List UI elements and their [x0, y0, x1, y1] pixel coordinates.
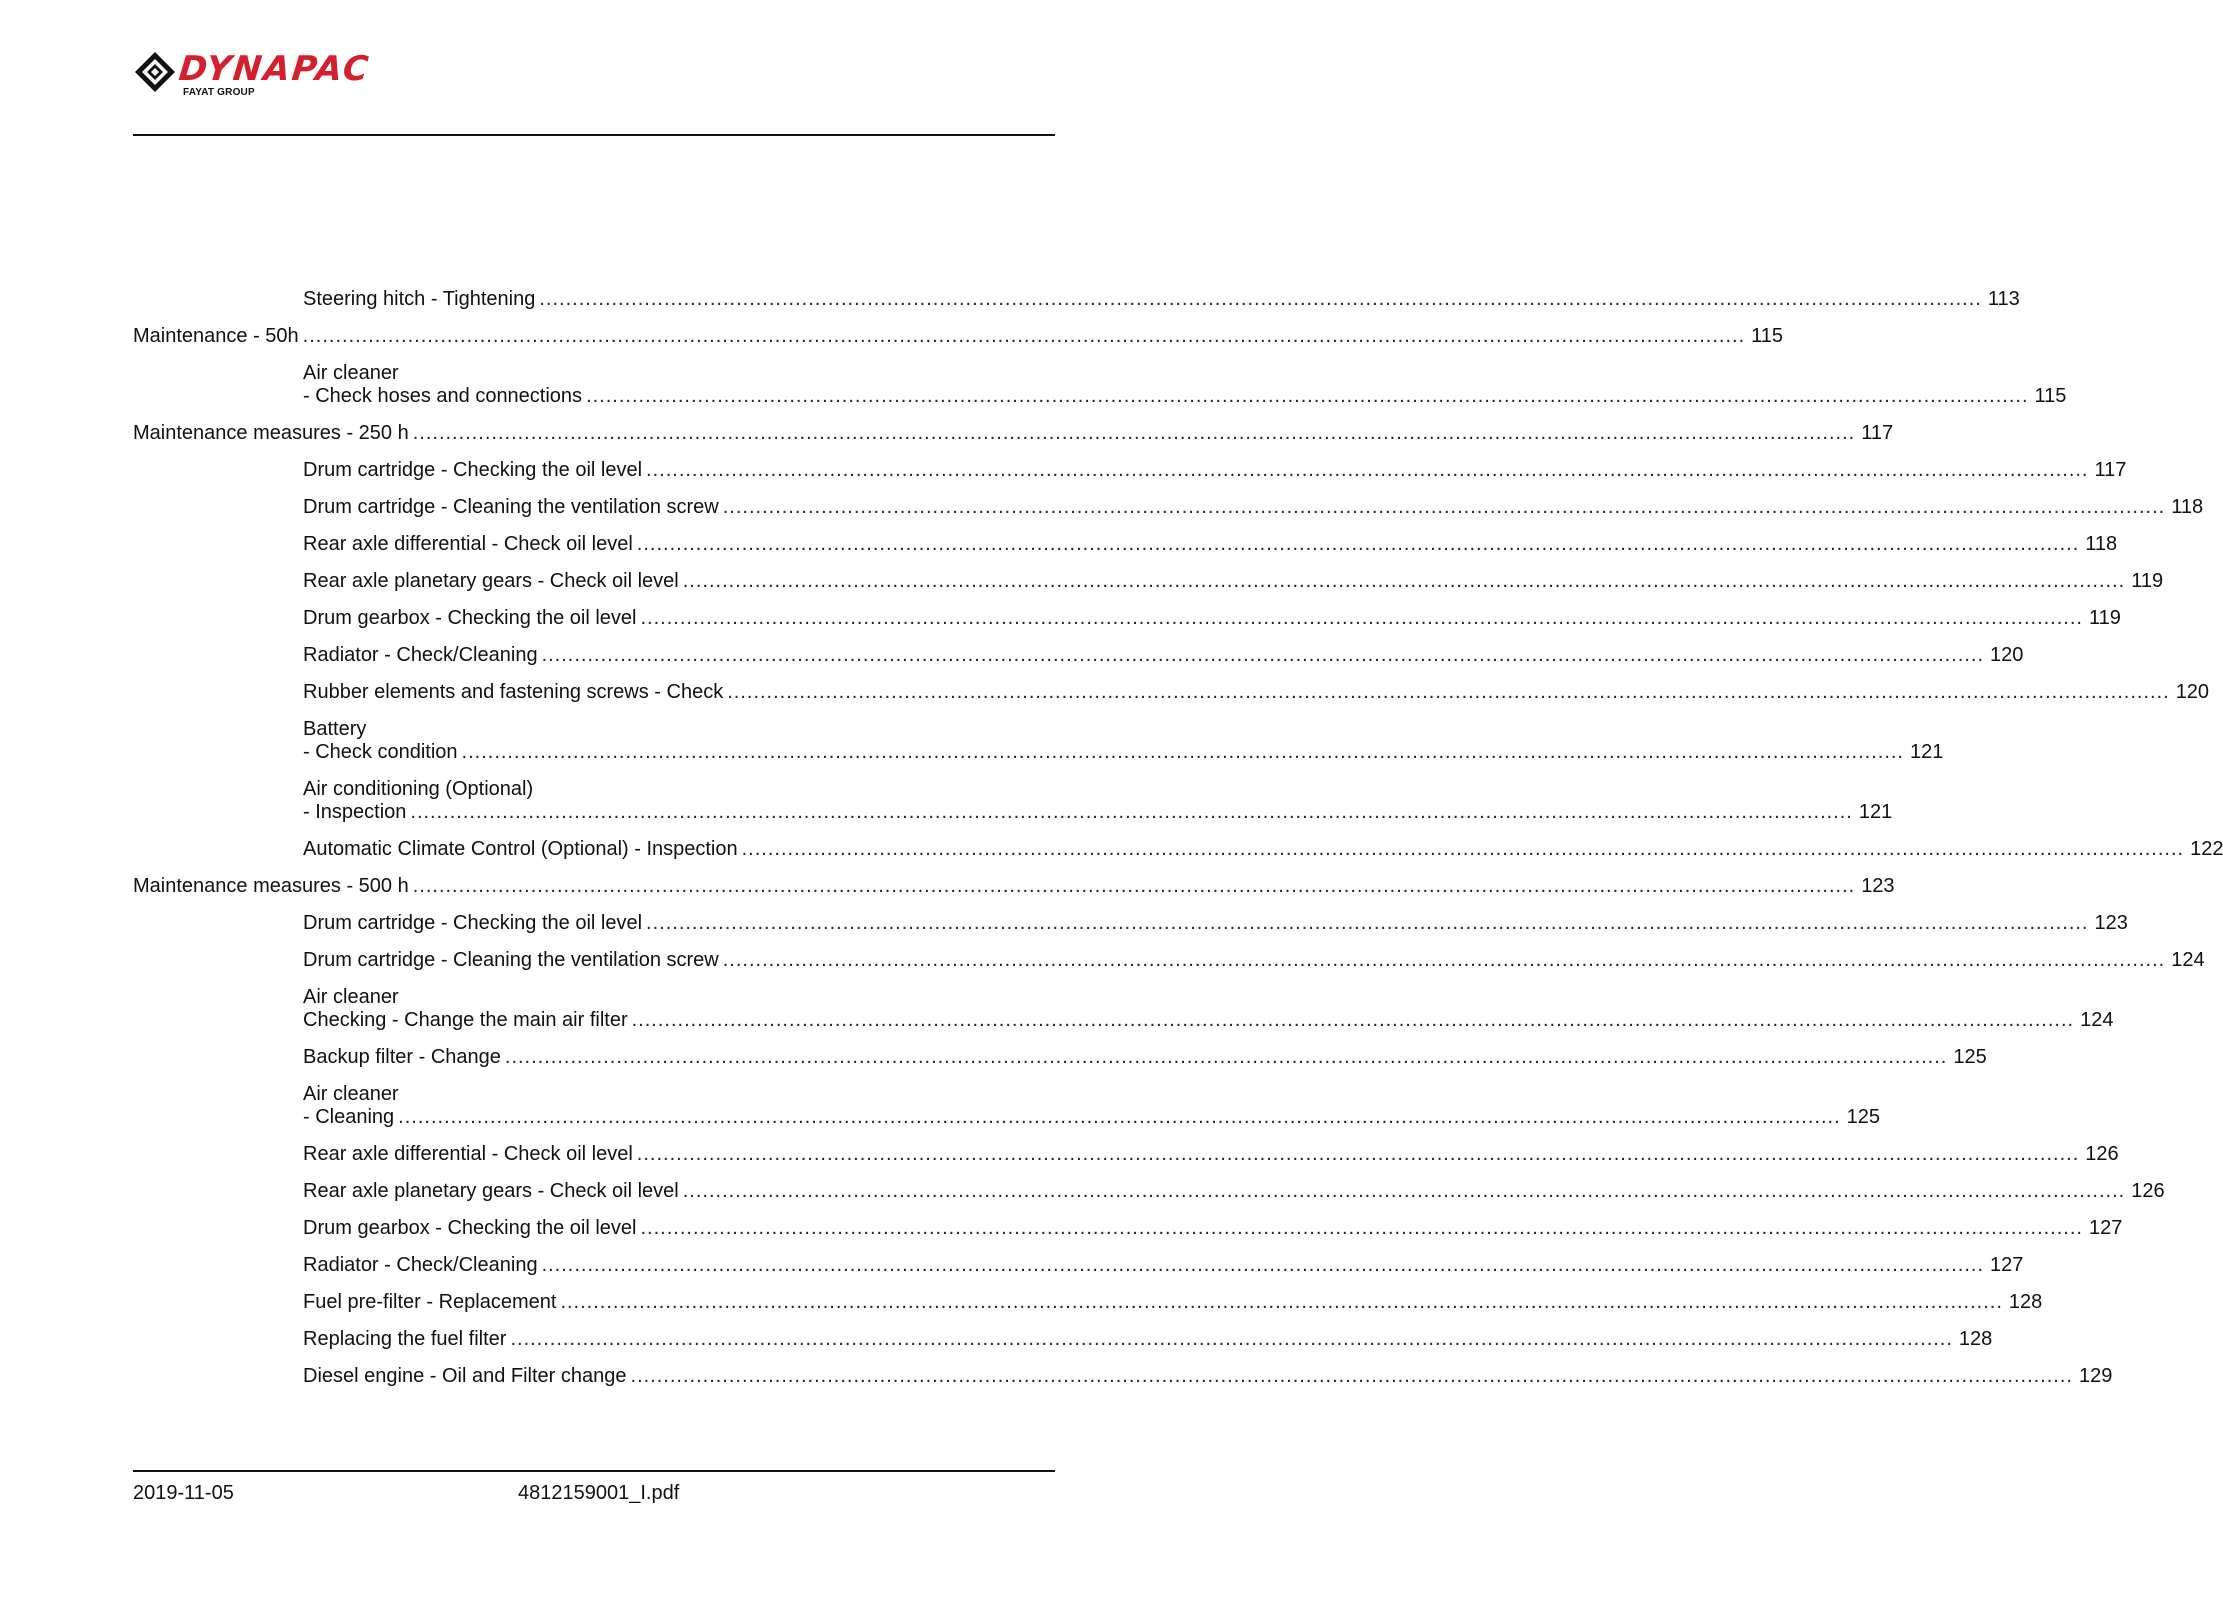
toc-line: [133, 875, 1895, 898]
toc-entry[interactable]: [133, 362, 2067, 408]
toc-entry-title: Rear axle differential - Check oil level: [303, 533, 633, 555]
toc-line: [303, 459, 2127, 482]
toc-page-number: 115: [1751, 325, 1784, 347]
toc-entry[interactable]: [133, 570, 2164, 593]
toc-entry[interactable]: [133, 288, 2020, 311]
toc-page-number: 126: [2131, 1180, 2165, 1202]
table-of-contents: [133, 288, 2223, 1402]
toc-line: [303, 1217, 2123, 1240]
toc-entry-heading: Battery: [303, 718, 367, 740]
toc-entry-title: Steering hitch - Tightening: [303, 288, 536, 310]
dot-leader: ............................................................................................................................................................................................................................: [560, 1291, 2003, 1313]
toc-page-number: 120: [1990, 644, 2024, 666]
footer-filename: 4812159001_I.pdf: [518, 1482, 680, 1504]
toc-line: [303, 570, 2164, 593]
toc-entry[interactable]: [133, 1328, 1993, 1351]
toc-entry-title: Radiator - Check/Cleaning: [303, 1254, 538, 1276]
dot-leader: ............................................................................................................................................................................................................................: [682, 1180, 2126, 1202]
toc-page-number: 127: [1990, 1254, 2024, 1276]
toc-line: [303, 1046, 1987, 1069]
brand-name: DYNAPAC: [176, 49, 373, 89]
toc-page-number: 119: [2131, 570, 2164, 592]
dot-leader: ............................................................................................................................................................................................................................: [302, 325, 1746, 347]
toc-entry[interactable]: [133, 1083, 1881, 1129]
dot-leader: ............................................................................................................................................................................................................................: [741, 838, 2185, 860]
toc-entry[interactable]: [133, 1254, 2024, 1277]
toc-page-number: 127: [2088, 1217, 2123, 1239]
toc-entry-title: - Check hoses and connections: [303, 385, 583, 407]
toc-entry[interactable]: [133, 838, 2223, 861]
toc-entry[interactable]: [133, 912, 2128, 935]
header-rule: [133, 134, 1055, 136]
toc-entry[interactable]: [133, 1180, 2165, 1203]
toc-page-number: 121: [1910, 741, 1944, 763]
toc-page-number: 121: [1858, 801, 1893, 823]
toc-line: [303, 288, 2020, 311]
toc-entry[interactable]: [133, 644, 2024, 667]
dot-leader: ............................................................................................................................................................................................................................: [636, 533, 2080, 555]
dot-leader: ............................................................................................................................................................................................................................: [504, 1046, 1948, 1068]
dot-leader: ............................................................................................................................................................................................................................: [461, 741, 1904, 763]
toc-entry-title: Fuel pre-filter - Replacement: [303, 1291, 557, 1313]
toc-line: [303, 949, 2205, 972]
toc-entry[interactable]: [133, 607, 2121, 630]
dot-leader: ............................................................................................................................................................................................................................: [630, 1365, 2073, 1387]
toc-entry-title: Drum cartridge - Checking the oil level: [303, 912, 643, 934]
toc-entry[interactable]: [133, 325, 1784, 348]
toc-line: [303, 1365, 2113, 1388]
toc-page-number: 113: [1987, 288, 2020, 310]
dot-leader: ............................................................................................................................................................................................................................: [412, 422, 1856, 444]
toc-entry-title: Drum cartridge - Checking the oil level: [303, 459, 643, 481]
toc-entry-title: Rear axle differential - Check oil level: [303, 1143, 633, 1165]
dot-leader: ............................................................................................................................................................................................................................: [722, 496, 2166, 518]
toc-line: [303, 1328, 1993, 1351]
toc-page-number: 119: [2088, 607, 2121, 629]
toc-entry[interactable]: [133, 1291, 2043, 1314]
dot-leader: ............................................................................................................................................................................................................................: [640, 607, 2083, 629]
toc-entry[interactable]: [133, 496, 2204, 519]
toc-entry[interactable]: [133, 718, 1944, 764]
toc-entry-heading: Air cleaner: [303, 1083, 399, 1105]
toc-page-number: 120: [2175, 681, 2210, 703]
toc-entry[interactable]: [133, 1217, 2123, 1240]
brand-subtitle: FAYAT GROUP: [183, 87, 255, 98]
toc-line: [303, 496, 2204, 519]
toc-page-number: 122: [2190, 838, 2223, 860]
toc-page-number: 126: [2085, 1143, 2119, 1165]
toc-entry[interactable]: [133, 1365, 2113, 1388]
toc-entry-title: Radiator - Check/Cleaning: [303, 644, 538, 666]
toc-line: [303, 1143, 2119, 1166]
toc-entry-title: Checking - Change the main air filter: [303, 1009, 628, 1031]
toc-entry-title: Drum gearbox - Checking the oil level: [303, 607, 637, 629]
toc-line: [303, 1009, 2114, 1032]
toc-entry-title: Automatic Climate Control (Optional) - Inspection: [303, 838, 738, 860]
toc-entry-title: Rear axle planetary gears - Check oil level: [303, 570, 679, 592]
toc-entry-title: Replacing the fuel filter: [303, 1328, 507, 1350]
toc-entry-title: Rear axle planetary gears - Check oil level: [303, 1180, 679, 1202]
toc-entry-title: Drum cartridge - Cleaning the ventilation screw: [303, 949, 719, 971]
toc-entry[interactable]: [133, 949, 2205, 972]
dot-leader: ............................................................................................................................................................................................................................: [722, 949, 2166, 971]
toc-entry-title: - Check condition: [303, 741, 458, 763]
dot-leader: ............................................................................................................................................................................................................................: [682, 570, 2126, 592]
dot-leader: ............................................................................................................................................................................................................................: [539, 288, 1982, 310]
toc-entry[interactable]: [133, 681, 2210, 704]
dot-leader: ............................................................................................................................................................................................................................: [398, 1106, 1841, 1128]
toc-line: [133, 325, 1784, 348]
toc-entry-heading: Air cleaner: [303, 362, 399, 384]
toc-entry-heading: Air cleaner: [303, 986, 399, 1008]
toc-line: [133, 422, 1894, 445]
toc-entry[interactable]: [133, 422, 1894, 445]
toc-line: [303, 1254, 2024, 1277]
dot-leader: ............................................................................................................................................................................................................................: [410, 801, 1853, 823]
dot-leader: ............................................................................................................................................................................................................................: [412, 875, 1856, 897]
diamond-logo-icon: [133, 50, 177, 94]
toc-entry-title: - Inspection: [303, 801, 407, 823]
toc-line: [303, 1106, 1881, 1129]
toc-entry-title: Backup filter - Change: [303, 1046, 501, 1068]
dot-leader: ............................................................................................................................................................................................................................: [727, 681, 2170, 703]
dynapac-logo: [133, 50, 473, 102]
toc-page-number: 125: [1846, 1106, 1881, 1128]
toc-page-number: 124: [2171, 949, 2205, 971]
dot-leader: ............................................................................................................................................................................................................................: [646, 459, 2089, 481]
toc-entry[interactable]: [133, 1046, 1987, 1069]
toc-line: [303, 912, 2128, 935]
toc-page-number: 128: [1958, 1328, 1993, 1350]
toc-entry[interactable]: [133, 1143, 2119, 1166]
toc-page-number: 118: [2171, 496, 2204, 518]
toc-entry[interactable]: [133, 533, 2118, 556]
dot-leader: ............................................................................................................................................................................................................................: [510, 1328, 1953, 1350]
toc-line: [303, 741, 1944, 764]
toc-entry[interactable]: [133, 778, 1893, 824]
toc-line: [303, 1180, 2165, 1203]
toc-page-number: 125: [1953, 1046, 1987, 1068]
toc-line: [303, 533, 2118, 556]
toc-line: [303, 681, 2210, 704]
toc-line: [303, 1291, 2043, 1314]
dot-leader: ............................................................................................................................................................................................................................: [636, 1143, 2080, 1165]
toc-page-number: 123: [1861, 875, 1895, 897]
toc-line: [303, 838, 2223, 861]
dot-leader: ............................................................................................................................................................................................................................: [541, 1254, 1985, 1276]
toc-entry-title: Maintenance - 50h: [133, 325, 299, 347]
toc-page-number: 117: [2094, 459, 2127, 481]
toc-page-number: 118: [2085, 533, 2118, 555]
toc-line: [303, 385, 2067, 408]
toc-page-number: 128: [2008, 1291, 2043, 1313]
toc-line: [303, 801, 1893, 824]
toc-line: [303, 644, 2024, 667]
toc-page-number: 117: [1861, 422, 1894, 444]
toc-page-number: 124: [2080, 1009, 2114, 1031]
toc-entry-heading: Air conditioning (Optional): [303, 778, 534, 800]
dot-leader: ............................................................................................................................................................................................................................: [640, 1217, 2083, 1239]
toc-entry-title: Rubber elements and fastening screws - Check: [303, 681, 724, 703]
toc-page-number: 129: [2078, 1365, 2113, 1387]
toc-entry-title: Maintenance measures - 500 h: [133, 875, 409, 897]
toc-page-number: 123: [2094, 912, 2128, 934]
footer-date: 2019-11-05: [133, 1482, 234, 1504]
toc-entry[interactable]: [133, 875, 1895, 898]
dot-leader: ............................................................................................................................................................................................................................: [541, 644, 1985, 666]
footer-rule: [133, 1470, 1055, 1472]
toc-entry[interactable]: [133, 986, 2114, 1032]
toc-entry-title: Drum gearbox - Checking the oil level: [303, 1217, 637, 1239]
dot-leader: ............................................................................................................................................................................................................................: [631, 1009, 2075, 1031]
toc-entry-title: Diesel engine - Oil and Filter change: [303, 1365, 627, 1387]
toc-page-number: 115: [2034, 385, 2067, 407]
toc-line: [303, 607, 2121, 630]
toc-entry[interactable]: [133, 459, 2127, 482]
toc-entry-title: Drum cartridge - Cleaning the ventilation screw: [303, 496, 719, 518]
toc-entry-title: - Cleaning: [303, 1106, 395, 1128]
dot-leader: ............................................................................................................................................................................................................................: [646, 912, 2089, 934]
toc-entry-title: Maintenance measures - 250 h: [133, 422, 409, 444]
dot-leader: ............................................................................................................................................................................................................................: [586, 385, 2029, 407]
